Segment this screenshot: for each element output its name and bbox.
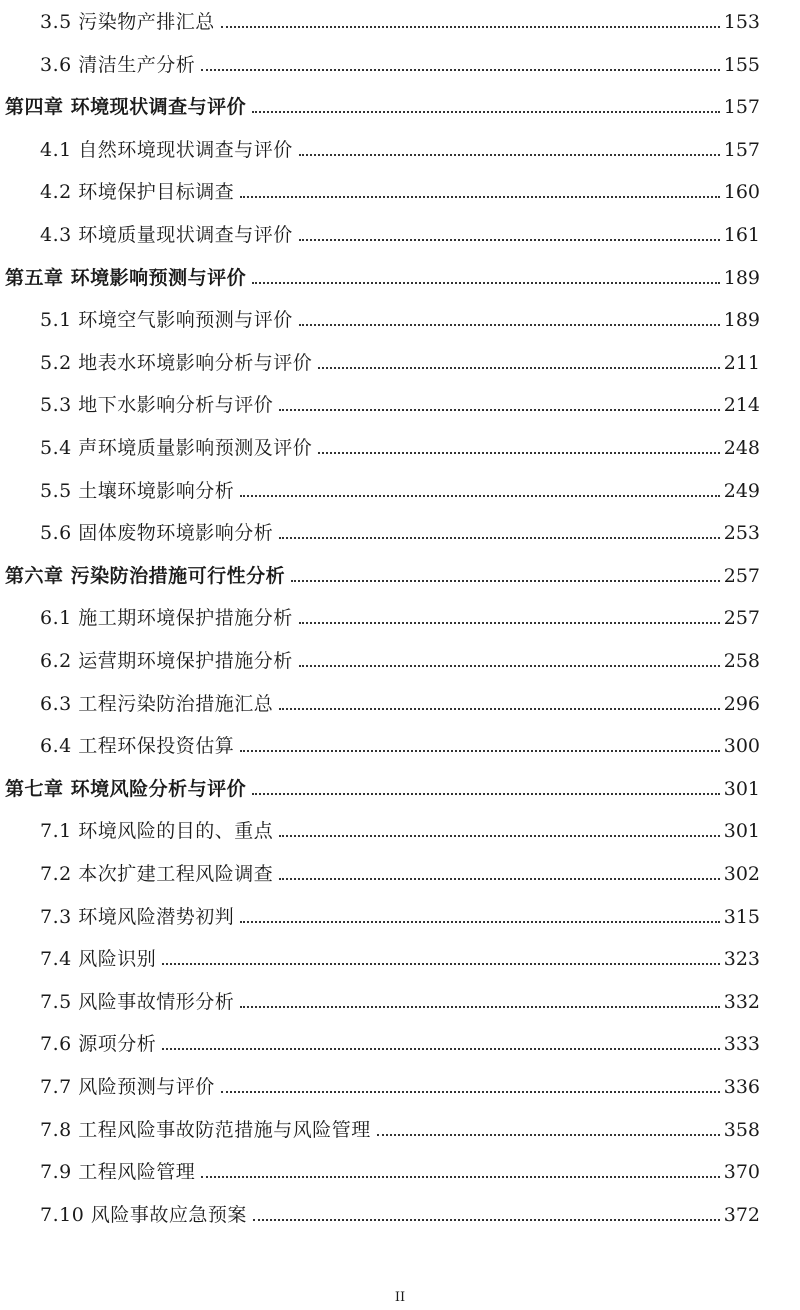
toc-entry-title: 第七章 环境风险分析与评价 <box>5 777 247 800</box>
toc-entry-page-number: 160 <box>723 181 760 204</box>
toc-entry-title: 6.1 施工期环境保护措施分析 <box>40 607 293 630</box>
page-number: II <box>394 1290 406 1305</box>
toc-chapter-entry[interactable] <box>5 259 760 289</box>
dot-leader <box>299 239 720 241</box>
toc-section-entry[interactable] <box>40 301 760 331</box>
toc-entry-page-number: 296 <box>723 692 760 715</box>
toc-entry-page-number: 332 <box>723 990 760 1013</box>
toc-section-entry[interactable] <box>40 1025 760 1055</box>
dot-leader <box>299 622 720 624</box>
toc-section-entry[interactable] <box>40 855 760 885</box>
toc-section-entry[interactable] <box>40 514 760 544</box>
toc-entry-page-number: 258 <box>723 650 760 672</box>
toc-entry-page-number: 301 <box>723 820 760 843</box>
toc-entry-title: 3.5 污染物产排汇总 <box>40 11 215 33</box>
toc-section-entry[interactable] <box>40 599 760 629</box>
dot-leader <box>377 1134 720 1136</box>
toc-entry-page-number: 248 <box>723 437 760 459</box>
toc-entry-title: 3.6 清洁生产分析 <box>40 53 196 76</box>
dot-leader <box>279 835 719 837</box>
toc-section-entry[interactable] <box>40 1196 760 1226</box>
toc-section-entry[interactable] <box>40 940 760 970</box>
toc-entry-page-number: 333 <box>723 1033 760 1056</box>
toc-section-entry[interactable] <box>40 472 760 502</box>
toc-section-entry[interactable] <box>40 173 760 203</box>
toc-section-entry[interactable] <box>40 727 760 757</box>
toc-section-entry[interactable] <box>40 812 760 842</box>
toc-entry-page-number: 301 <box>723 777 760 800</box>
toc-entry-title: 4.2 环境保护目标调查 <box>40 181 235 204</box>
toc-section-entry[interactable] <box>40 3 760 33</box>
toc-entry-title: 5.1 环境空气影响预测与评价 <box>40 309 293 332</box>
toc-entry-title: 5.3 地下水影响分析与评价 <box>40 394 274 417</box>
toc-entry-page-number: 336 <box>723 1076 760 1098</box>
toc-entry-page-number: 189 <box>723 309 760 332</box>
toc-entry-title: 7.7 风险预测与评价 <box>40 1076 215 1098</box>
dot-leader <box>279 708 719 710</box>
dot-leader <box>240 750 719 752</box>
toc-entry-page-number: 370 <box>723 1161 760 1184</box>
dot-leader <box>240 196 719 198</box>
toc-section-entry[interactable] <box>40 131 760 161</box>
toc-section-entry[interactable] <box>40 46 760 76</box>
toc-entry-title: 7.6 源项分析 <box>40 1033 157 1056</box>
toc-section-entry[interactable] <box>40 898 760 928</box>
toc-entry-page-number: 253 <box>723 522 760 545</box>
toc-section-entry[interactable] <box>40 344 760 374</box>
toc-entry-page-number: 257 <box>723 607 760 630</box>
dot-leader <box>201 1176 719 1178</box>
toc-entry-title: 7.1 环境风险的目的、重点 <box>40 820 274 843</box>
dot-leader <box>162 963 719 965</box>
toc-entry-page-number: 157 <box>723 138 760 161</box>
toc-chapter-entry[interactable] <box>5 557 760 587</box>
toc-section-entry[interactable] <box>40 386 760 416</box>
dot-leader <box>318 452 719 454</box>
toc-entry-title: 5.4 声环境质量影响预测及评价 <box>40 437 313 459</box>
dot-leader <box>252 282 720 284</box>
toc-entry-page-number: 155 <box>723 53 760 76</box>
toc-entry-title: 5.6 固体废物环境影响分析 <box>40 522 274 545</box>
toc-entry-title: 7.9 工程风险管理 <box>40 1161 196 1184</box>
dot-leader <box>240 1006 719 1008</box>
toc-entry-page-number: 249 <box>723 479 760 502</box>
toc-entry-title: 6.2 运营期环境保护措施分析 <box>40 650 293 672</box>
toc-section-entry[interactable] <box>40 1153 760 1183</box>
toc-entry-page-number: 372 <box>723 1203 760 1226</box>
toc-section-entry[interactable] <box>40 983 760 1013</box>
toc-entry-page-number: 302 <box>723 863 760 885</box>
toc-entry-page-number: 214 <box>723 394 760 417</box>
dot-leader <box>299 154 720 156</box>
toc-entry-title: 6.4 工程环保投资估算 <box>40 735 235 758</box>
toc-section-entry[interactable] <box>40 429 760 459</box>
toc-entry-title: 5.2 地表水环境影响分析与评价 <box>40 351 313 374</box>
toc-entry-title: 7.2 本次扩建工程风险调查 <box>40 863 274 885</box>
dot-leader <box>201 69 719 71</box>
dot-leader <box>291 580 720 582</box>
toc-section-entry[interactable] <box>40 216 760 246</box>
toc-entry-title: 第四章 环境现状调查与评价 <box>5 96 247 119</box>
toc-entry-page-number: 257 <box>723 564 760 587</box>
toc-entry-page-number: 323 <box>723 948 760 971</box>
dot-leader <box>240 921 719 923</box>
dot-leader <box>252 111 720 113</box>
toc-entry-title: 7.8 工程风险事故防范措施与风险管理 <box>40 1118 371 1141</box>
toc-entry-title: 5.5 土壤环境影响分析 <box>40 479 235 502</box>
toc-entry-title: 第六章 污染防治措施可行性分析 <box>5 564 286 587</box>
toc-section-entry[interactable] <box>40 1068 760 1098</box>
dot-leader <box>299 324 720 326</box>
toc-section-entry[interactable] <box>40 685 760 715</box>
dot-leader <box>253 1219 720 1221</box>
toc-entry-page-number: 315 <box>723 905 760 928</box>
toc-entry-page-number: 211 <box>723 351 760 374</box>
dot-leader <box>221 1091 720 1093</box>
toc-entry-title: 4.1 自然环境现状调查与评价 <box>40 138 293 161</box>
toc-entry-page-number: 157 <box>723 96 760 119</box>
toc-entry-page-number: 358 <box>723 1118 760 1141</box>
dot-leader <box>279 878 719 880</box>
toc-entry-title: 7.5 风险事故情形分析 <box>40 990 235 1013</box>
toc-chapter-entry[interactable] <box>5 770 760 800</box>
toc-chapter-entry[interactable] <box>5 88 760 118</box>
dot-leader <box>221 26 720 28</box>
toc-entry-title: 7.4 风险识别 <box>40 948 157 971</box>
toc-section-entry[interactable] <box>40 1111 760 1141</box>
toc-entry-page-number: 300 <box>723 735 760 758</box>
toc-entry-page-number: 161 <box>723 224 760 246</box>
toc-entry-title: 7.10 风险事故应急预案 <box>40 1203 247 1226</box>
dot-leader <box>252 793 720 795</box>
dot-leader <box>162 1048 719 1050</box>
toc-entry-title: 第五章 环境影响预测与评价 <box>5 266 247 289</box>
dot-leader <box>318 367 719 369</box>
toc-entry-page-number: 189 <box>723 266 760 289</box>
toc-entry-title: 7.3 环境风险潜势初判 <box>40 905 235 928</box>
toc-entry-title: 4.3 环境质量现状调查与评价 <box>40 224 293 246</box>
toc-entry-page-number: 153 <box>723 11 760 33</box>
dot-leader <box>279 537 719 539</box>
dot-leader <box>240 495 719 497</box>
dot-leader <box>279 409 719 411</box>
dot-leader <box>299 665 720 667</box>
toc-section-entry[interactable] <box>40 642 760 672</box>
toc-entry-title: 6.3 工程污染防治措施汇总 <box>40 692 274 715</box>
